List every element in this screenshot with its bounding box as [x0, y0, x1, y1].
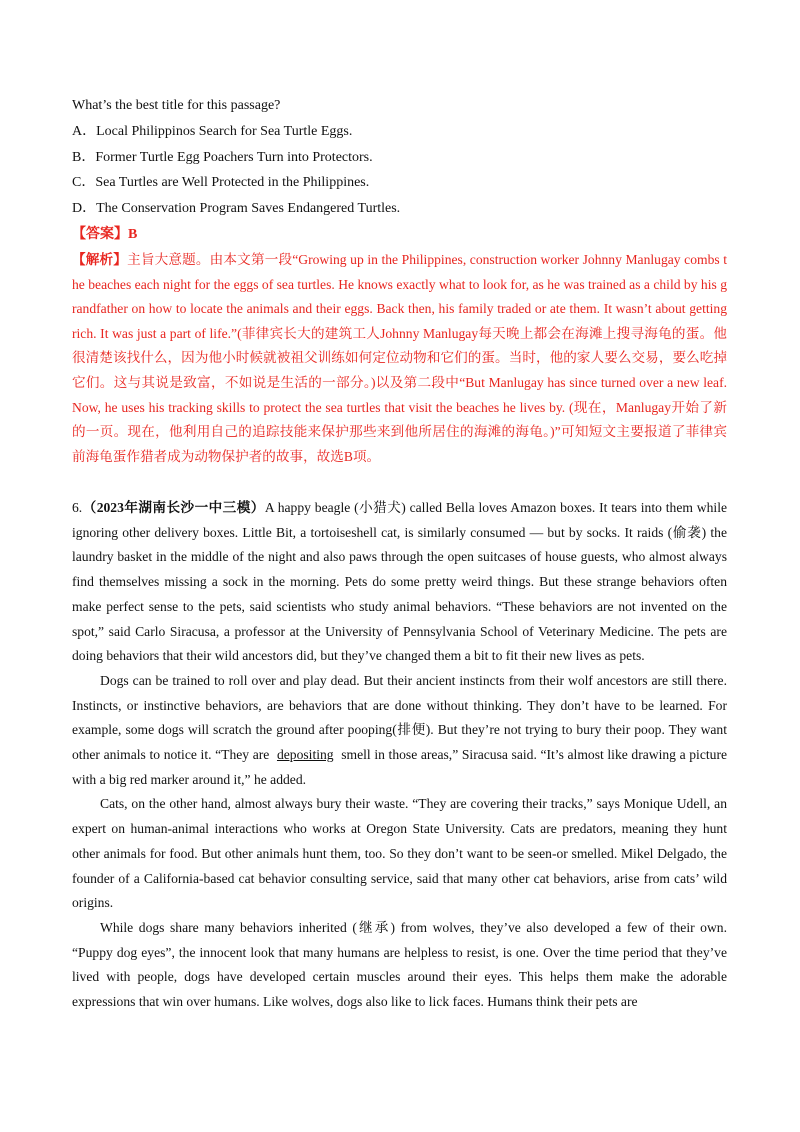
paragraph-1 — [72, 496, 727, 669]
question-number: 6. — [72, 500, 83, 515]
reading-passage — [72, 496, 727, 1015]
question-block — [72, 93, 727, 248]
underlined-word: depositing — [276, 747, 334, 763]
option-a: A．Local Philippinos Search for Sea Turtle Eggs. — [72, 123, 353, 139]
paragraph-4: While dogs share many behaviors inherited (继承) from wolves, they’ve also developed a few of their own. “Puppy dog eyes”, the innocent look that many humans are helpless to resist, is one. Over the time period that they’ve lived with people, dogs have developed certain muscles around their eyes. This helps them make the adorable expressions that win over humans. Like wolves, dogs also like to lick faces. Humans think their pets are — [72, 919, 727, 1010]
paragraph-1-text: A happy beagle (小猎犬) called Bella loves Amazon boxes. It tears into them while ignoring other delivery boxes. Little Bit, a tortoiseshell cat, is similarly consumed — but by socks. It raids (偷袭) the laundry basket in the middle of the night and also paws through the open suitcases of house guests, who almost always find themselves missing a sock in the morning. Pets do some pretty weird things. But these strange behaviors often make perfect sense to the pets, said scientists who study animal behaviors. “These behaviors are not invented on the spot,” said Carlo Siracusa, a professor at the University of Pennsylvania School of Veterinary Medicine. The pets are doing behaviors that their wild ancestors did, but they’ve changed them a bit to fit their new lives as pets. — [72, 500, 728, 664]
answer-value: B — [128, 226, 138, 242]
analysis-text: 主旨大意题。由本文第一段“Growing up in the Philippines, construction worker Johnny Manlugay combs the beaches each night for the eggs of sea turtles. He knows exactly what to look for, as he was trained as a child by his grandfather on how to locate the animals and their eggs. Back then, his family traded or ate them. It wasn’t about getting rich. It was just a part of life.”(菲律宾长大的建筑工人Johnny Manlugay每天晚上都会在海滩上搜寻海龟的蛋。他很清楚该找什么，因为他小时候就被祖父训练如何定位动物和它们的蛋。当时，他的家人要么交易，要么吃掉它们。这与其说是致富，不如说是生活的一部分。)以及第二段中“But Manlugay has since turned over a new leaf. Now, he uses his tracking skills to protect the sea turtles that visit the beaches he lives by. (现在，Manlugay开始了新的一页。现在，他利用自己的追踪技能来保护那些来到他所居住的海滩的海龟。)”可知短文主要报道了菲律宾前海龟蛋作猎者成为动物保护者的故事，故选B项。 — [72, 252, 727, 464]
answer-label: 【答案】 — [72, 226, 128, 242]
option-b: B．Former Turtle Egg Poachers Turn into Protectors. — [72, 149, 373, 165]
analysis-label: 【解析】 — [72, 252, 128, 267]
option-d: D．The Conservation Program Saves Endangered Turtles. — [72, 201, 401, 217]
paragraph-3: Cats, on the other hand, almost always bury their waste. “They are covering their tracks,” says Monique Udell, an expert on human-animal interactions who works at Oregon State University. Cats are predators, meaning they hunt other animals for food. But other animals hunt them, too. So they don’t want to be seen-or smelled. Mikel Delgado, the founder of a California-based cat behavior consulting service, said that many other cat behaviors, arise from cats’ wild origins. — [72, 796, 727, 911]
analysis-block — [72, 248, 727, 469]
paragraph-2 — [72, 669, 727, 793]
question-stem: What’s the best title for this passage? — [72, 98, 281, 113]
question-source: （2023年湖南长沙一中三模） — [82, 500, 265, 515]
paragraph-2-text-b: smell in those areas,” Siracusa said. “It’s almost like drawing a picture with a big red marker around it,” he added. — [72, 747, 727, 787]
paragraph-2-text-a: Dogs can be trained to roll over and play dead. But their ancient instincts from their wolf ancestors are still there. Instincts, or instinctive behaviors, are behaviors that are done without thinking. They don’t have to be learned. For example, some dogs will scratch the ground after pooping(排便). But they’re not trying to bury their poop. They want other animals to notice it. “They are — [72, 672, 727, 763]
option-c: C．Sea Turtles are Well Protected in the Philippines. — [72, 175, 370, 191]
answer-line — [72, 222, 727, 248]
